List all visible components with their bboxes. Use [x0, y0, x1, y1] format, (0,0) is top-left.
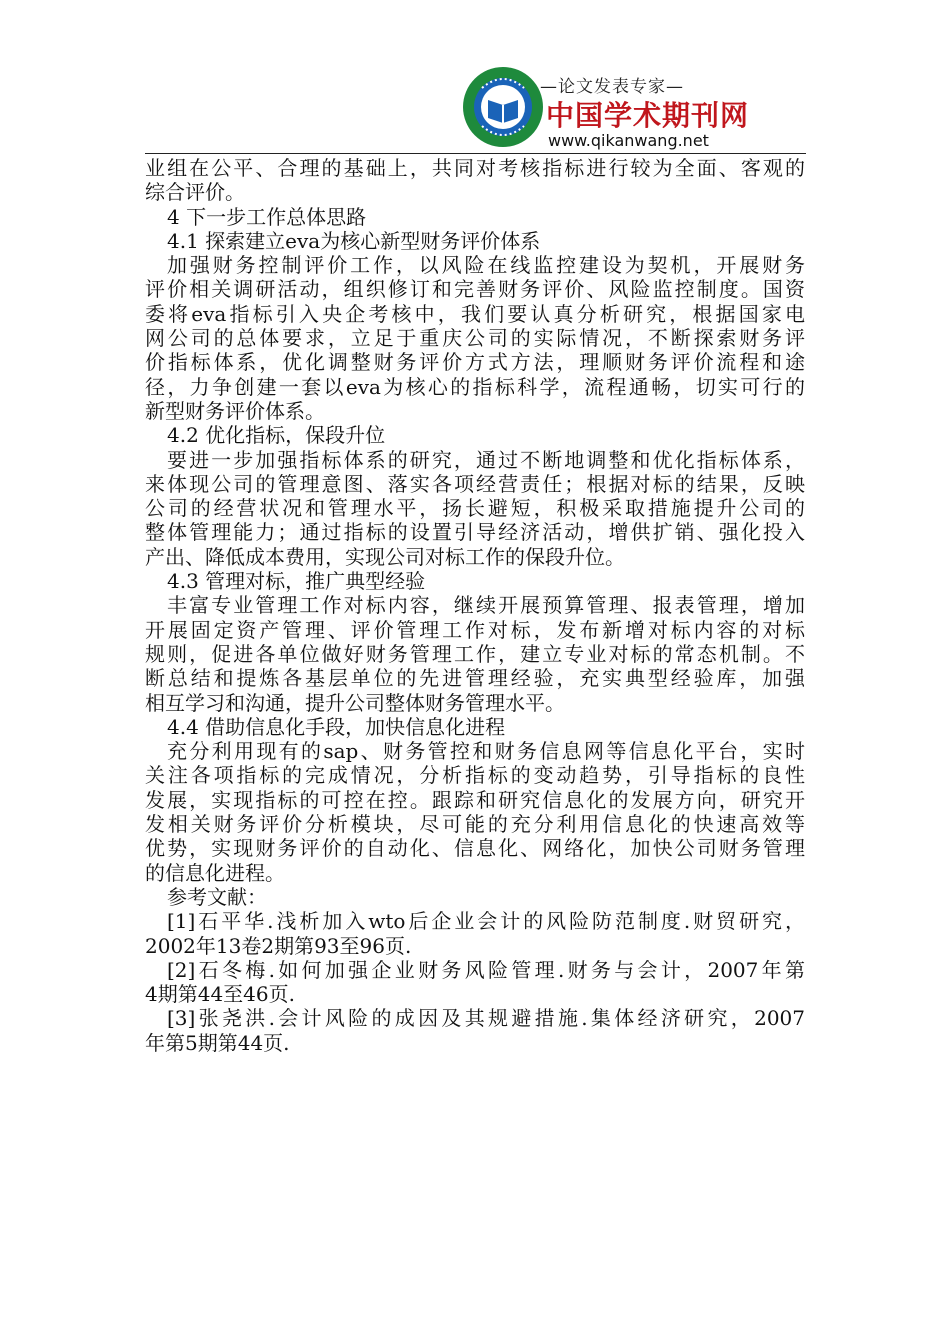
text-line: 的信息化进程。 — [145, 860, 285, 885]
text-line: 丰富专业管理工作对标内容，继续开展预算管理、报表管理，增加 — [167, 593, 805, 618]
text-line: 委将eva指标引入央企考核中，我们要认真分析研究，根据国家电 — [145, 301, 805, 326]
text-line: 开展固定资产管理、评价管理工作对标，发布新增对标内容的对标 — [145, 617, 805, 642]
logo-name: 中国学术期刊网 — [546, 99, 750, 132]
text-line: [3]张尧洪.会计风险的成因及其规避措施.集体经济研究，2007 — [167, 1006, 805, 1031]
text-line: 充分利用现有的sap、财务管控和财务信息网等信息化平台，实时 — [167, 739, 805, 764]
text-line: 新型财务评价体系。 — [145, 398, 325, 423]
text-line: 来体现公司的管理意图、落实各项经营责任；根据对标的结果，反映 — [145, 471, 805, 496]
logo-url: www.qikanwang.net — [548, 131, 709, 150]
text-line: 要进一步加强指标体系的研究，通过不断地调整和优化指标体系， — [167, 447, 805, 472]
text-line: 年第5期第44页. — [145, 1030, 290, 1055]
text-line: [1]石平华.浅析加入wto后企业会计的风险防范制度.财贸研究， — [167, 909, 805, 934]
text-line: 断总结和提炼各基层单位的先进管理经验，充实典型经验库，加强 — [145, 666, 805, 691]
text-line: 整体管理能力；通过指标的设置引导经济活动，增供扩销、强化投入 — [145, 520, 805, 545]
text-line: 4期第44至46页. — [145, 982, 295, 1007]
text-line: 4.4 借助信息化手段，加快信息化进程 — [167, 714, 506, 739]
text-line: 评价相关调研活动，组织修订和完善财务评价、风险监控制度。国资 — [145, 277, 805, 302]
text-line: 价指标体系，优化调整财务评价方式方法，理顺财务评价流程和途 — [145, 350, 805, 375]
header-divider — [145, 153, 806, 154]
text-line: 业组在公平、合理的基础上，共同对考核指标进行较为全面、客观的 — [145, 156, 805, 180]
text-line: 优势，实现财务评价的自动化、信息化、网络化，加快公司财务管理 — [145, 836, 805, 861]
logo-slogan: —论文发表专家— — [540, 77, 684, 97]
text-line: 参考文献： — [167, 884, 267, 909]
text-line: 径，力争创建一套以eva为核心的指标科学，流程通畅，切实可行的 — [145, 374, 805, 399]
text-line: 相互学习和沟通，提升公司整体财务管理水平。 — [145, 690, 565, 715]
text-line: 网公司的总体要求，立足于重庆公司的实际情况，不断探索财务评 — [145, 326, 805, 351]
page-header — [0, 0, 950, 158]
text-line: [2]石冬梅.如何加强企业财务风险管理.财务与会计，2007年第 — [167, 957, 805, 982]
text-line: 公司的经营状况和管理水平，扬长避短，积极采取措施提升公司的 — [145, 496, 805, 521]
text-line: 规则，促进各单位做好财务管理工作，建立专业对标的常态机制。不 — [145, 641, 805, 666]
text-line: 产出、降低成本费用，实现公司对标工作的保段升位。 — [145, 544, 625, 569]
text-line: 2002年13卷2期第93至96页. — [145, 933, 412, 958]
text-line: 4.2 优化指标，保段升位 — [167, 423, 386, 448]
text-line: 关注各项指标的完成情况，分析指标的变动趋势，引导指标的良性 — [145, 763, 805, 788]
text-line: 综合评价。 — [145, 180, 245, 205]
text-line: 发相关财务评价分析模块，尽可能的充分利用信息化的快速高效等 — [145, 812, 805, 837]
text-line: 发展，实现指标的可控在控。跟踪和研究信息化的发展方向，研究开 — [145, 787, 805, 812]
text-line: 4 下一步工作总体思路 — [167, 204, 367, 229]
article-body — [145, 156, 805, 1055]
text-line: 4.1 探索建立eva为核心新型财务评价体系 — [167, 228, 541, 253]
text-line: 加强财务控制评价工作，以风险在线监控建设为契机，开展财务 — [167, 253, 805, 278]
journal-logo-icon — [462, 66, 544, 148]
text-line: 4.3 管理对标，推广典型经验 — [167, 569, 426, 594]
